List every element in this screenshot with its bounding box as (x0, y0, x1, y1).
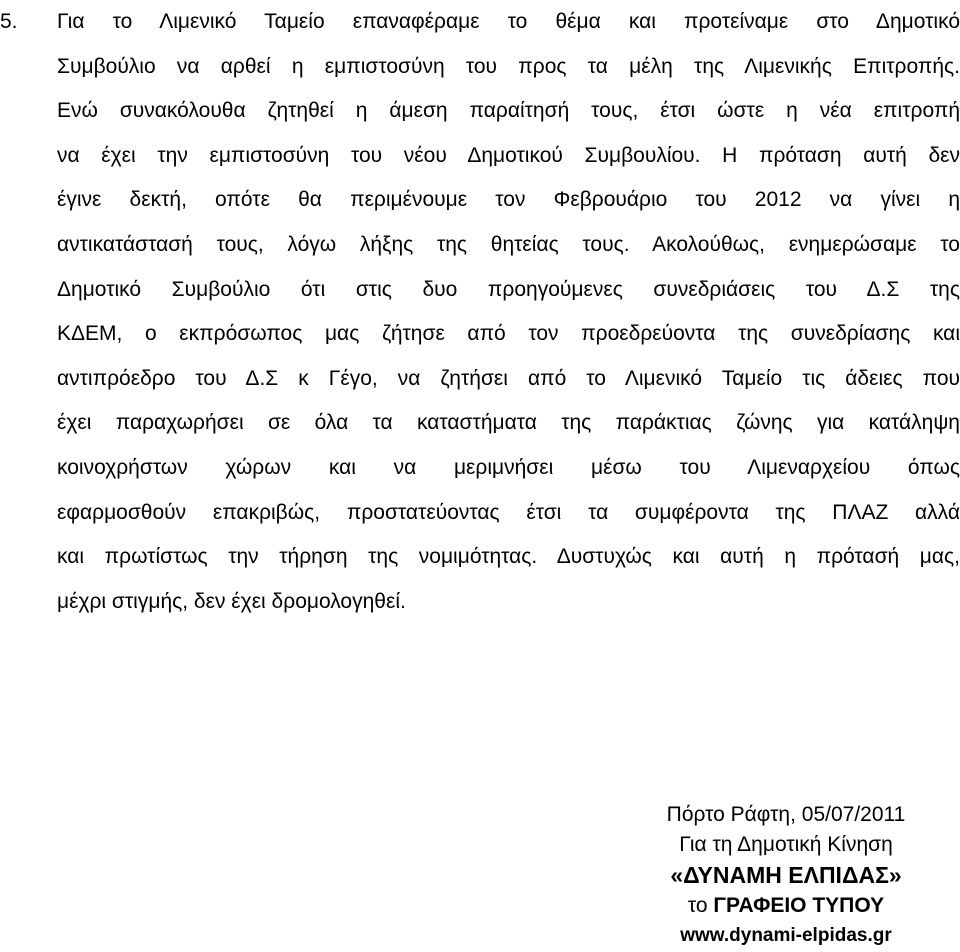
paragraph-last-line: μέχρι στιγμής, δεν έχει δρομολογηθεί. (57, 589, 406, 613)
website-link[interactable]: www.dynami-elpidas.gr (680, 925, 892, 946)
paragraph-number: 5. (0, 10, 18, 33)
signature-block (612, 800, 960, 950)
organization-name: «ΔΥΝΑΜΗ ΕΛΠΙΔΑΣ» (670, 862, 902, 888)
paragraph-line: έγινε δεκτή, οπότε θα περιμένουμε τον Φεβρουάριο του 2012 να γίνει η (57, 188, 960, 212)
for-movement-line: Για τη Δημοτική Κίνηση (679, 833, 893, 856)
paragraph-line: ΚΔΕΜ, ο εκπρόσωπος μας ζήτησε από τον προεδρεύοντα της συνεδρίασης και (57, 322, 960, 346)
press-office-name: ΓΡΑΦΕΙΟ ΤΥΠΟΥ (713, 894, 885, 917)
paragraph-line: να έχει την εμπιστοσύνη του νέου Δημοτικού Συμβουλίου. Η πρόταση αυτή δεν (57, 143, 960, 167)
paragraph-line: έχει παραχωρήσει σε όλα τα καταστήματα της παράκτιας ζώνης για κατάληψη (57, 411, 960, 435)
paragraph-line: εφαρμοσθούν επακριβώς, προστατεύοντας έτσι τα συμφέροντα της ΠΛΑΖ αλλά (57, 500, 960, 524)
press-prefix: το (687, 894, 708, 917)
paragraph-line: Συμβούλιο να αρθεί η εμπιστοσύνη του προς τα μέλη της Λιμενικής Επιτροπής. (57, 54, 960, 78)
paragraph-line: αντιπρόεδρο του Δ.Σ κ Γέγο, να ζητήσει από το Λιμενικό Ταμείο τις άδειες που (57, 366, 960, 390)
paragraph-line: αντικατάστασή τους, λόγω λήξης της θητείας τους. Ακολούθως, ενημερώσαμε το (57, 233, 960, 256)
paragraph-line: Ενώ συνακόλουθα ζητηθεί η άμεση παραίτησή τους, έτσι ώστε η νέα επιτροπή (57, 99, 960, 123)
paragraph-line: και πρωτίστως την τήρηση της νομιμότητας. Δυστυχώς και αυτή η πρότασή μας, (57, 545, 960, 569)
paragraph-line: Για το Λιμενικό Ταμείο επαναφέραμε το θέμα και προτείναμε στο Δημοτικό (57, 10, 960, 33)
press-office-line (612, 891, 960, 921)
paragraph-line: κοινοχρήστων χώρων και να μεριμνήσει μέσω του Λιμεναρχείου όπως (57, 456, 960, 479)
paragraph-line: Δημοτικό Συμβούλιο ότι στις δυο προηγούμενες συνεδριάσεις του Δ.Σ της (57, 277, 960, 301)
place-date: Πόρτο Ράφτη, 05/07/2011 (666, 803, 906, 826)
